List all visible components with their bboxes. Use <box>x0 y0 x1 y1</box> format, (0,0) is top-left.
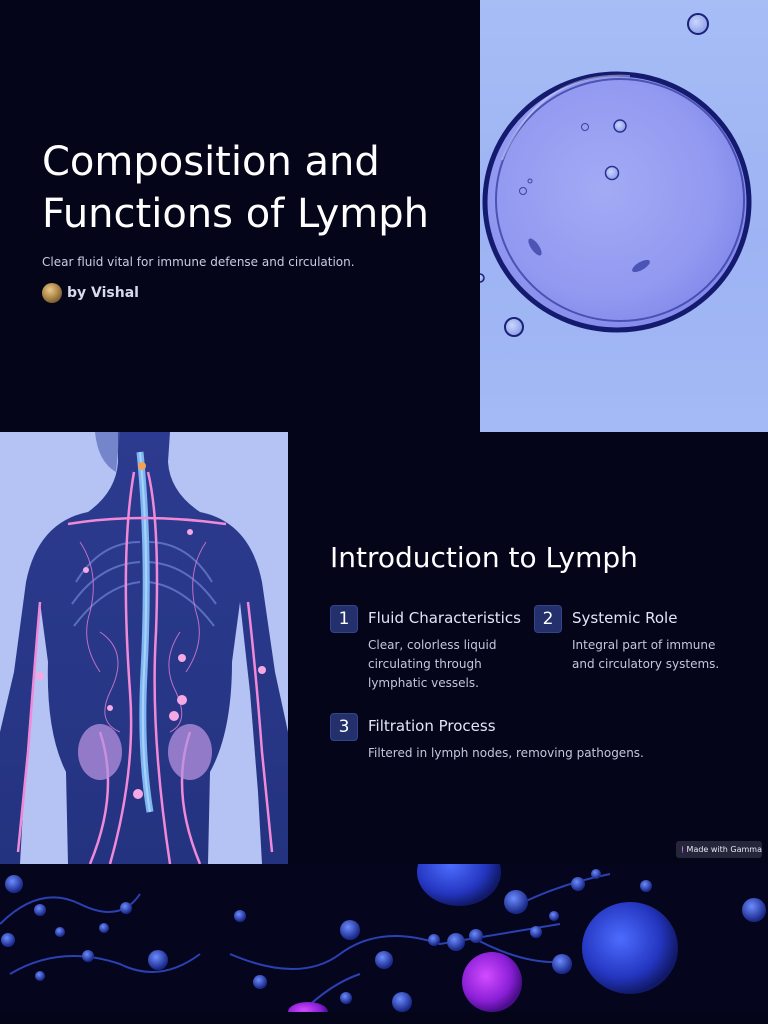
lymph-droplet-icon <box>480 0 768 432</box>
page-bottom-bar <box>0 1012 768 1024</box>
card-body: Filtered in lymph nodes, removing pathogens. <box>368 746 644 760</box>
card-title: Filtration Process <box>368 717 496 735</box>
made-with-gamma-badge[interactable] <box>676 841 762 858</box>
card-number-badge: 2 <box>534 605 562 633</box>
card-title: Fluid Characteristics <box>368 609 521 627</box>
card-number-badge: 1 <box>330 605 358 633</box>
card-body: Clear, colorless liquid circulating through lymphatic vessels. <box>368 638 497 690</box>
avatar <box>42 283 62 303</box>
author-name: by Vishal <box>67 285 139 301</box>
lymph-droplet-image <box>480 0 768 432</box>
slide-subtitle: Clear fluid vital for immune defense and circulation. <box>42 255 355 269</box>
slide-title: Composition and Functions of Lymph <box>42 139 429 237</box>
human-body-icon <box>0 432 288 864</box>
author-row <box>42 283 139 303</box>
lymph-cells-icon <box>0 864 768 1012</box>
gamma-badge-label: Made with Gamma <box>686 845 762 854</box>
card-filtration-process <box>330 713 730 763</box>
gamma-logo-icon <box>682 846 683 853</box>
card-body: Integral part of immune and circulatory systems. <box>572 638 720 671</box>
title-slide-text-panel <box>0 0 480 432</box>
cells-image-strip <box>0 864 768 1012</box>
title-slide <box>0 0 768 432</box>
lymphatic-system-image <box>0 432 288 864</box>
card-number-badge: 3 <box>330 713 358 741</box>
card-fluid-characteristics <box>330 605 530 695</box>
card-systemic-role <box>534 605 734 675</box>
introduction-slide <box>0 432 768 864</box>
card-title: Systemic Role <box>572 609 678 627</box>
introduction-heading: Introduction to Lymph <box>330 541 638 574</box>
